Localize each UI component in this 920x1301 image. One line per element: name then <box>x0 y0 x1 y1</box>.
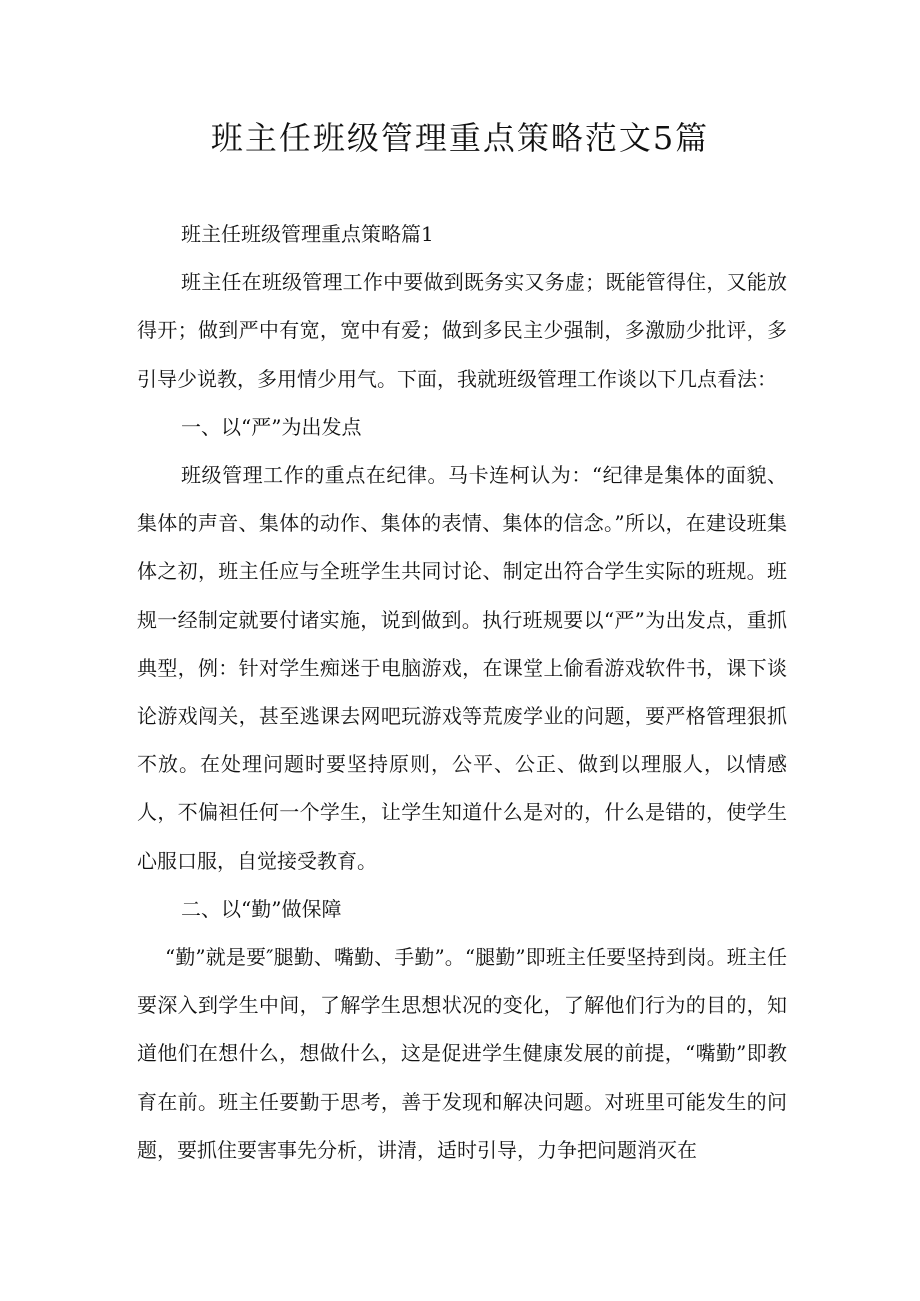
document-title: 班主任班级管理重点策略范文5篇 <box>210 119 710 157</box>
heading-strictness: 一、以“严”为出发点 <box>181 414 362 439</box>
paragraph-discipline: 班级管理工作的重点在纪律。马卡连柯认为：“纪律是集体的面貌、集体的声音、集体的动作、集体的表情、集体的信念。”所以，在建设班集体之初，班主任应与全班学生共同讨论、制定出符合学生实际的班规。班规一经制定就要付诸实施，说到做到。执行班规要以“严”为出发点，重抓典型，例：针对学生痴迷于电脑游戏，在课堂上偷看游戏软件书，课下谈论游戏闯关，甚至逃课去网吧玩游戏等荒废学业的问题，要严格管理狠抓不放。在处理问题时要坚持原则，公平、公正、做到以理服人，以情感人，不偏袒任何一个学生，让学生知道什么是对的，什么是错的，使学生心服口服，自觉接受教育。 <box>137 463 787 873</box>
paragraph-intro: 班主任在班级管理工作中要做到既务实又务虚；既能管得住，又能放得开；做到严中有宽，宽中有爱；做到多民主少强制，多激励少批评，多引导少说教，多用情少用气。下面，我就班级管理工作谈以下几点看法： <box>137 270 787 391</box>
section-title: 班主任班级管理重点策略篇1 <box>181 222 434 246</box>
paragraph-diligence: “勤”就是要″腿勤、嘴勤、手勤”。“腿勤”即班主任要坚持到岗。班主任要深入到学生中间，了解学生思想状况的变化，了解他们行为的目的，知道他们在想什么，想做什么，这是促进学生健康发展的前提，“嘴勤”即教育在前。班主任要勤于思考，善于发现和解决问题。对班里可能发生的问题，要抓住要害事先分析，讲清，适时引导，力争把问题消灭在 <box>137 945 787 1162</box>
heading-diligence: 二、以“勤”做保障 <box>181 896 342 921</box>
document-body <box>137 210 787 1174</box>
